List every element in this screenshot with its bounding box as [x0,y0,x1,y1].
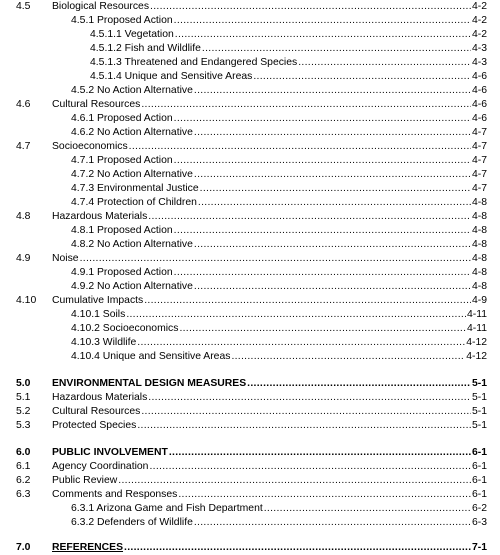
section-number: 4.6 [16,99,31,110]
toc-entry [0,140,500,153]
toc-entry [0,336,500,349]
section-number: 6.0 [16,447,31,458]
section-title: Biological Resources [52,1,150,12]
dot-leader [174,14,471,27]
toc-entry [0,224,500,237]
toc-entry [0,196,500,209]
page-number: 4-11 [466,323,487,334]
page-number: 6-2 [471,503,487,514]
section-title: 4.8.1 Proposed Action [71,225,173,236]
page-number: 6-3 [471,517,487,528]
toc-entry [0,42,500,55]
dot-leader [144,294,471,307]
section-title: Agency Coordination [52,461,149,472]
dot-leader [148,210,471,223]
dot-leader [141,405,471,418]
page-number: 4-2 [471,1,487,12]
toc-entry [0,210,500,223]
page-number: 4-7 [471,155,487,166]
page-number: 5-1 [471,406,487,417]
page-number: 4-7 [471,169,487,180]
section-title: 4.10.1 Soils [71,309,126,320]
dot-leader [175,28,471,41]
dot-leader [194,168,471,181]
toc-entry [0,168,500,181]
section-title: Comments and Responses [52,489,178,500]
section-title: 4.10.3 Wildlife [71,337,137,348]
section-title: 6.3.1 Arizona Game and Fish Department [71,503,263,514]
section-number: 4.9 [16,253,31,264]
section-title: 4.5.1.1 Vegetation [90,29,174,40]
toc-entry [0,14,500,27]
dot-leader [178,488,471,501]
section-number: 5.1 [16,392,31,403]
toc-entry [0,280,500,293]
section-number: 4.7 [16,141,31,152]
page-number: 4-7 [471,141,487,152]
toc-entry [0,238,500,251]
dot-leader [141,98,471,111]
toc-chapter [0,446,500,459]
dot-leader [231,350,465,363]
toc-chapter [0,377,500,390]
page-number: 4-2 [471,29,487,40]
section-title: Hazardous Materials [52,211,148,222]
page-number: 4-8 [471,197,487,208]
toc-entry [0,98,500,111]
dot-leader [264,502,471,515]
section-title: Cultural Resources [52,99,141,110]
page-number: 4-3 [471,43,487,54]
page-number: 4-9 [471,295,487,306]
toc-entry [0,70,500,83]
section-title: 4.9.2 No Action Alternative [71,281,193,292]
page-number: 4-6 [471,85,487,96]
page-number: 6-1 [471,461,487,472]
toc-entry [0,0,500,13]
section-title: Protected Species [52,420,137,431]
section-title: 4.6.2 No Action Alternative [71,127,193,138]
toc-entry [0,308,500,321]
dot-leader [194,516,471,529]
page-number: 7-1 [471,542,487,553]
toc-entry [0,516,500,529]
page-number: 4-7 [471,127,487,138]
dot-leader [174,112,471,125]
section-title: Cultural Resources [52,406,141,417]
section-title: 4.9.1 Proposed Action [71,267,173,278]
toc-entry [0,419,500,432]
page-number: 6-1 [471,489,487,500]
section-title: 4.7.3 Environmental Justice [71,183,199,194]
section-number: 6.1 [16,461,31,472]
page-number: 4-6 [471,113,487,124]
dot-leader [129,140,471,153]
section-number: 7.0 [16,542,31,553]
section-title: PUBLIC INVOLVEMENT [52,447,168,458]
dot-leader [174,266,471,279]
page-number: 5-1 [471,392,487,403]
section-title: ENVIRONMENTAL DESIGN MEASURES [52,378,247,389]
dot-leader [150,0,471,13]
toc-entry [0,460,500,473]
section-title: 4.7.1 Proposed Action [71,155,173,166]
page-number: 4-8 [471,211,487,222]
dot-leader [118,474,471,487]
dot-leader [194,126,471,139]
page-number: 5-1 [471,378,487,389]
toc-entry [0,322,500,335]
page-number: 4-8 [471,267,487,278]
section-title: 4.5.1.2 Fish and Wildlife [90,43,201,54]
toc-entry [0,252,500,265]
toc-entry [0,112,500,125]
toc-entry [0,488,500,501]
section-title: 4.5.2 No Action Alternative [71,85,193,96]
section-title: 6.3.2 Defenders of Wildlife [71,517,193,528]
page-number: 4-8 [471,281,487,292]
section-number: 4.5 [16,1,31,12]
page-number: 4-8 [471,253,487,264]
toc-entry [0,391,500,404]
page-number: 4-8 [471,225,487,236]
page-number: 4-12 [466,351,487,362]
section-title: 4.5.1 Proposed Action [71,15,173,26]
section-title: REFERENCES [52,542,124,553]
section-number: 6.2 [16,475,31,486]
toc-entry [0,502,500,515]
dot-leader [124,541,471,554]
section-title: 4.8.2 No Action Alternative [71,239,193,250]
toc-entry [0,56,500,69]
page-number: 4-6 [471,71,487,82]
toc-entry [0,84,500,97]
dot-leader [137,419,471,432]
dot-leader [198,196,471,209]
page-number: 5-1 [471,420,487,431]
toc-entry [0,126,500,139]
section-number: 5.2 [16,406,31,417]
dot-leader [194,238,471,251]
section-number: 4.8 [16,211,31,222]
page-number: 6-1 [471,475,487,486]
section-title: 4.7.4 Protection of Children [71,197,197,208]
dot-leader [253,70,471,83]
dot-leader [202,42,471,55]
section-title: 4.10.2 Socioeconomics [71,323,179,334]
dot-leader [174,224,471,237]
section-title: Public Review [52,475,118,486]
page-number: 4-12 [466,337,487,348]
section-title: 4.6.1 Proposed Action [71,113,173,124]
section-title: 4.10.4 Unique and Sensitive Areas [71,351,231,362]
section-title: Cumulative Impacts [52,295,144,306]
toc-entry [0,405,500,418]
dot-leader [148,391,471,404]
toc-entry [0,474,500,487]
page-number: 4-2 [471,15,487,26]
section-title: Noise [52,253,79,264]
toc-chapter [0,541,500,554]
dot-leader [126,308,466,321]
dot-leader [247,377,471,390]
dot-leader [169,446,471,459]
toc-entry [0,294,500,307]
section-title: Socioeconomics [52,141,128,152]
section-number: 5.0 [16,378,31,389]
page-number: 4-3 [471,57,487,68]
page-number: 6-1 [471,447,487,458]
toc-entry [0,350,500,363]
dot-leader [194,84,471,97]
page-number: 4-7 [471,183,487,194]
toc-entry [0,154,500,167]
page-number: 4-6 [471,99,487,110]
dot-leader [200,182,471,195]
toc-entry [0,28,500,41]
dot-leader [174,154,471,167]
dot-leader [137,336,465,349]
page-number: 4-11 [466,309,487,320]
toc-entry [0,182,500,195]
section-number: 4.10 [16,295,37,306]
page-number: 4-8 [471,239,487,250]
dot-leader [194,280,471,293]
section-title: Hazardous Materials [52,392,148,403]
dot-leader [149,460,471,473]
section-title: 4.5.1.3 Threatened and Endangered Species [90,57,298,68]
dot-leader [179,322,466,335]
section-number: 5.3 [16,420,31,431]
section-number: 6.3 [16,489,31,500]
section-title: 4.7.2 No Action Alternative [71,169,193,180]
toc-entry [0,266,500,279]
section-title: 4.5.1.4 Unique and Sensitive Areas [90,71,253,82]
dot-leader [80,252,471,265]
dot-leader [298,56,471,69]
